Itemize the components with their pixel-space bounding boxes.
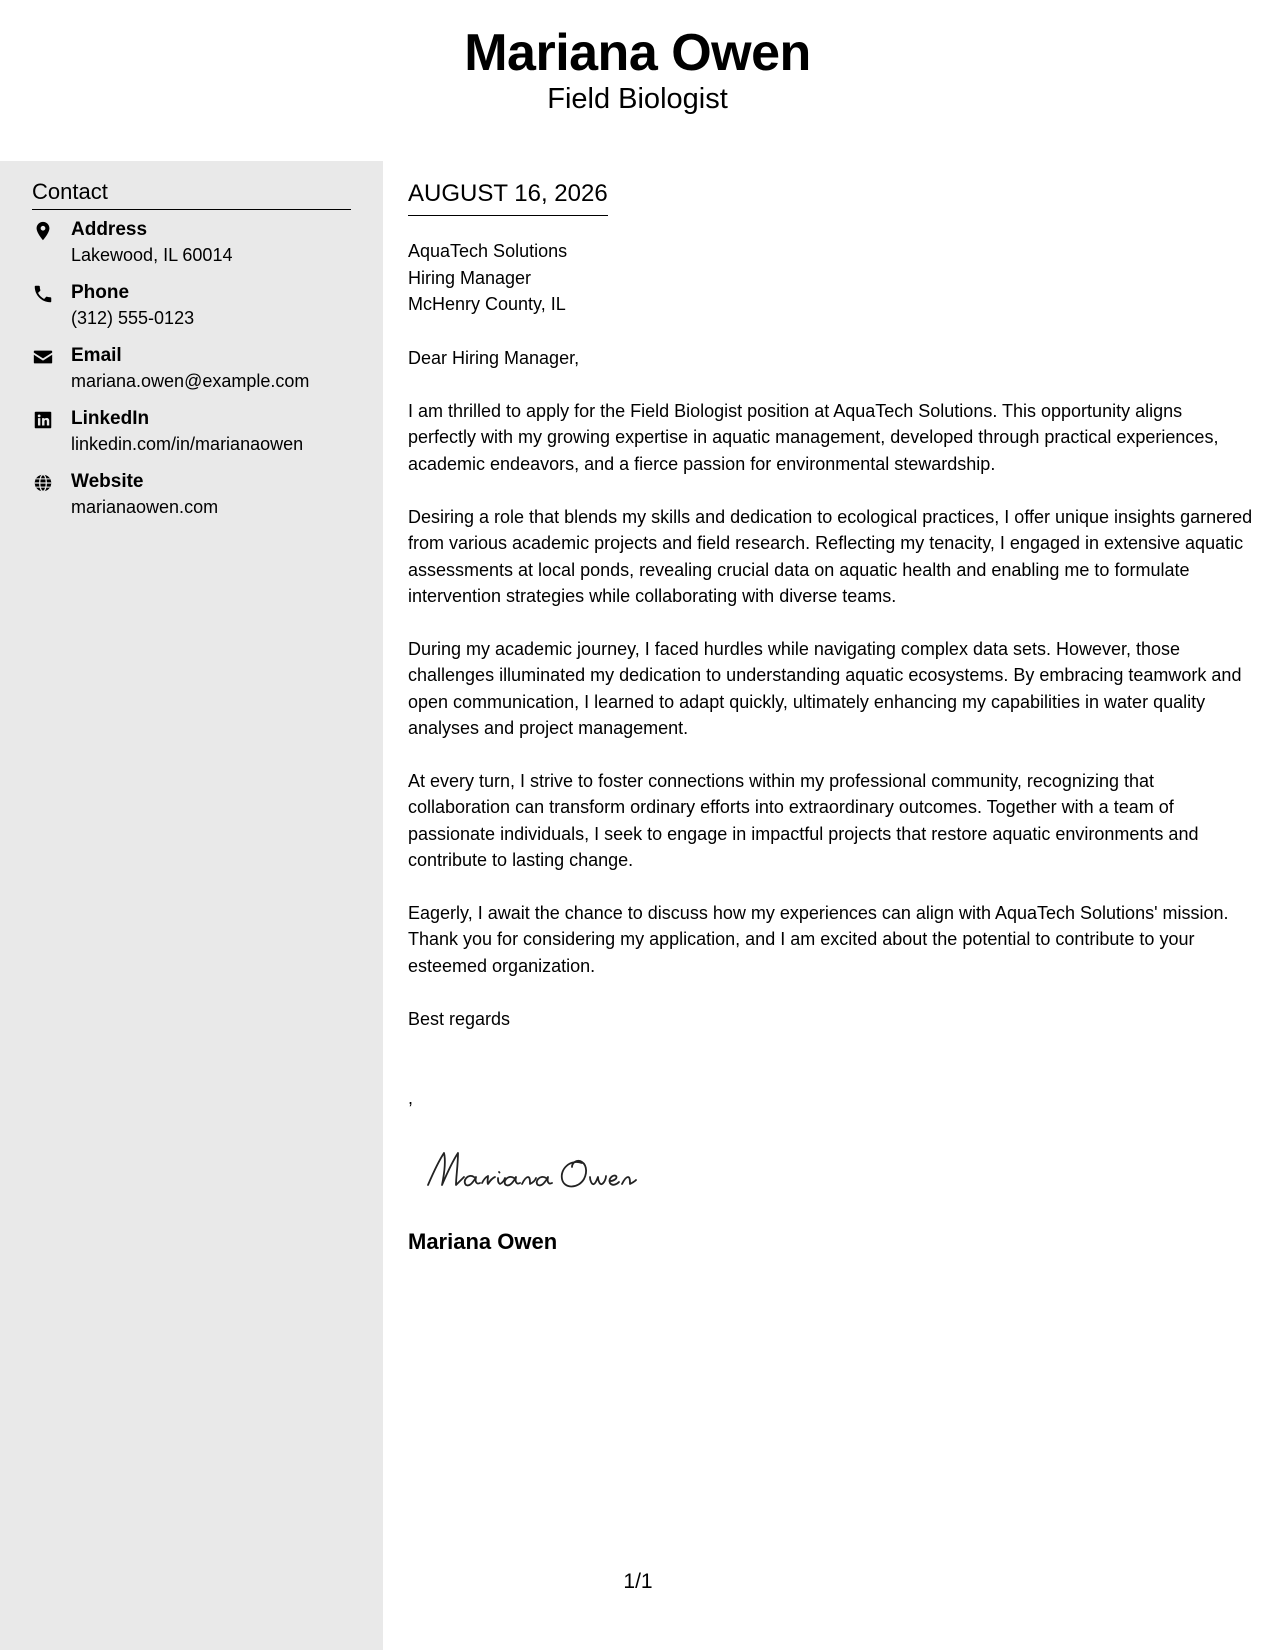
signer-name: Mariana Owen	[408, 1229, 558, 1254]
letter-header	[0, 0, 1275, 160]
recipient-block	[408, 238, 567, 318]
letter-paragraph: Eagerly, I await the chance to discuss how my experiences can align with AquaTech Solutions' mission. Thank you for considering my application, and I am excited about the potential to contribute to your esteemed organization.	[408, 903, 1229, 976]
contact-value[interactable]: marianaowen.com	[71, 497, 219, 517]
contact-value[interactable]: mariana.owen@example.com	[71, 371, 310, 391]
letter-paragraph: During my academic journey, I faced hurdles while navigating complex data sets. However, those challenges illuminated my dedication to understanding aquatic ecosystems. By embracing teamwork and open communication, I learned to adapt quickly, ultimately enhancing my capabilities in water quality analyses and project management.	[408, 639, 1242, 739]
page-number: 1/1	[623, 1570, 653, 1593]
applicant-name: Mariana Owen	[464, 24, 811, 82]
contact-sidebar	[0, 161, 383, 1650]
letter-paragraph: Desiring a role that blends my skills and dedication to ecological practices, I offer unique insights garnered from various academic projects and field research. Reflecting my tenacity, I engaged in extensive aquatic assessments at local ponds, revealing crucial data on aquatic health and enabling me to formulate intervention strategies while collaborating with diverse teams.	[408, 507, 1253, 607]
globe-icon	[32, 472, 54, 494]
letter-date: AUGUST 16, 2026	[408, 179, 608, 216]
letter-closing: Best regards	[408, 1009, 511, 1029]
contact-label: Website	[71, 471, 144, 492]
handwritten-signature	[422, 1141, 682, 1201]
envelope-icon	[32, 346, 54, 368]
applicant-role: Field Biologist	[547, 83, 728, 115]
linkedin-icon	[32, 409, 54, 431]
recipient-location: McHenry County, IL	[408, 294, 566, 314]
recipient-title: Hiring Manager	[408, 267, 532, 288]
closing-comma: ,	[408, 1088, 414, 1108]
contact-label: Email	[71, 345, 122, 366]
contact-title: Contact	[32, 178, 351, 210]
letter-paragraph: At every turn, I strive to foster connections within my professional community, recognizing that collaboration can transform ordinary efforts into extraordinary outcomes. Together with a team of passionate individuals, I seek to engage in impactful projects that restore aquatic environments and contribute to lasting change.	[408, 771, 1199, 871]
contact-value: Lakewood, IL 60014	[71, 245, 233, 265]
letter-paragraph: I am thrilled to apply for the Field Biologist position at AquaTech Solutions. This opportunity aligns perfectly with my growing expertise in aquatic management, developed through practical experiences, academic endeavors, and a fierce passion for environmental stewardship.	[408, 401, 1219, 474]
letter-greeting: Dear Hiring Manager,	[408, 348, 580, 368]
contact-label: Phone	[71, 282, 130, 303]
contact-value[interactable]: linkedin.com/in/marianaowen	[71, 434, 304, 454]
contact-label: Address	[71, 219, 148, 240]
contact-label: LinkedIn	[71, 408, 150, 429]
recipient-company: AquaTech Solutions	[408, 241, 568, 261]
phone-icon	[32, 283, 54, 305]
map-pin-icon	[32, 220, 54, 242]
contact-value: (312) 555-0123	[71, 308, 195, 328]
